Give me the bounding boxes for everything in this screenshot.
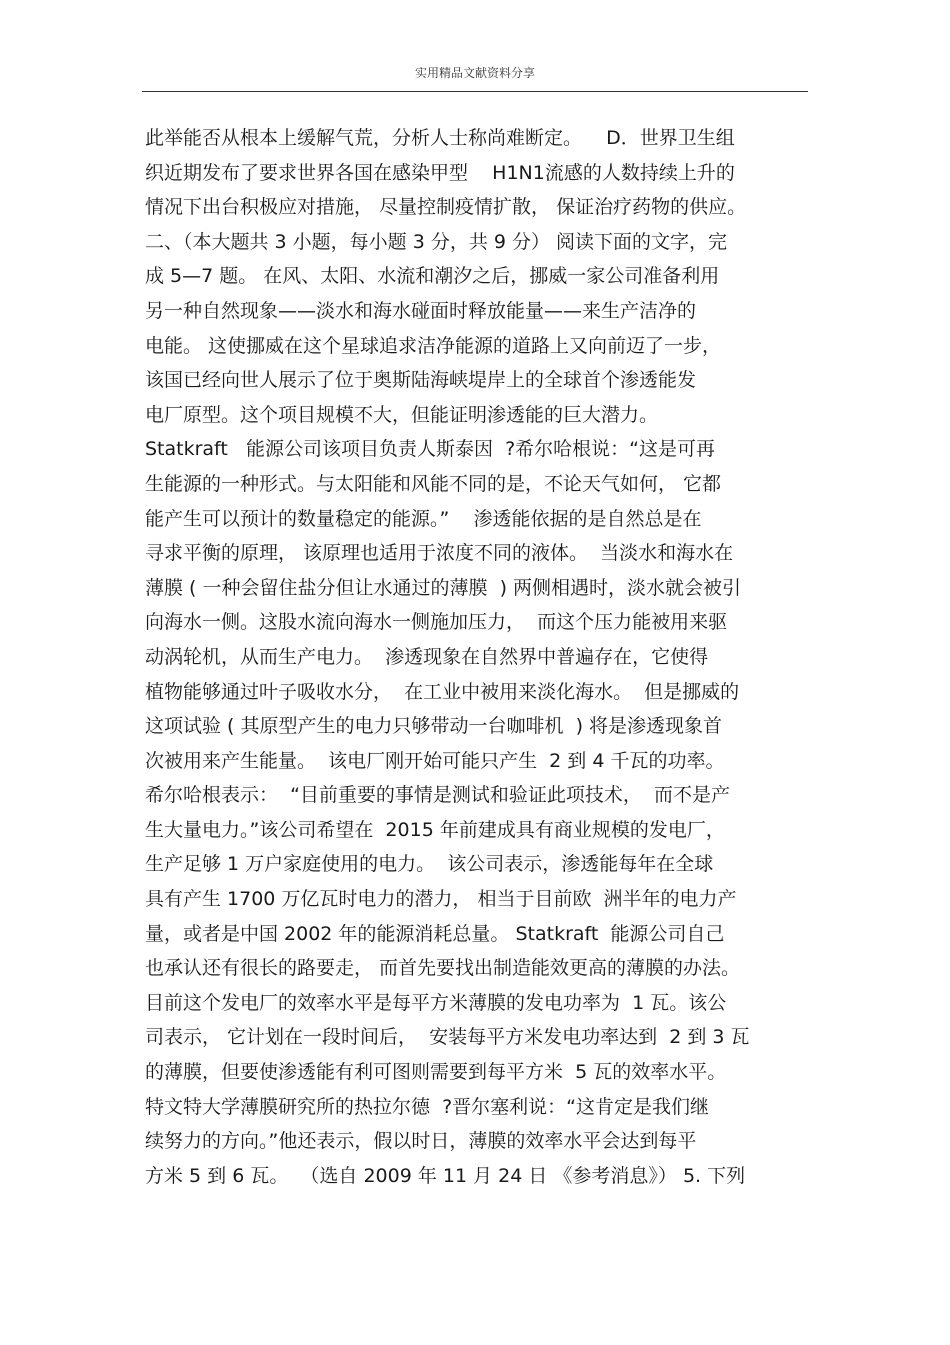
text-line: 生产足够 1 万户家庭使用的电力。 该公司表示，渗透能每年在全球 (145, 853, 714, 876)
text-line: 这项试验 ( 其原型产生的电力只够带动一台咖啡机 ) 将是渗透现象首 (145, 715, 723, 738)
text-line: 司表示， 它计划在一段时间后， 安装每平方米发电功率达到 2 到 3 瓦 (145, 1026, 750, 1049)
body-text (145, 121, 810, 1193)
text-line: 动涡轮机，从而生产电力。 渗透现象在自然界中普遍存在，它使得 (145, 645, 709, 668)
text-line: 二、（本大题共 3 小题，每小题 3 分，共 9 分） 阅读下面的文字，完 (145, 230, 728, 253)
text-line: 目前这个发电厂的效率水平是每平方米薄膜的发电功率为 1 瓦。该公 (145, 991, 727, 1014)
text-line: 续努力的方向。”他还表示，假以时日，薄膜的效率水平会达到每平 (145, 1130, 697, 1153)
page-header: 实用精品文献资料分享 (414, 66, 535, 80)
text-line: 另一种自然现象——淡水和海水碰面时释放能量——来生产洁净的 (145, 299, 697, 322)
text-line: 的薄膜，但要使渗透能有利可图则需要到每平方米 5 瓦的效率水平。 (145, 1061, 727, 1084)
header-divider (142, 91, 808, 92)
text-line: 生大量电力。”该公司希望在 2015 年前建成具有商业规模的发电厂， (145, 818, 725, 841)
text-line: Statkraft 能源公司该项目负责人斯泰因 ?希尔哈根说：“这是可再 (145, 438, 715, 461)
text-line: 情况下出台积极应对措施， 尽量控制疫情扩散， 保证治疗药物的供应。 (145, 196, 747, 219)
text-line: 方米 5 到 6 瓦。 （选自 2009 年 11 月 24 日 《参考消息》） 5. 下列 (145, 1164, 746, 1187)
text-line: 希尔哈根表示： “目前重要的事情是测试和验证此项技术， 而不是产 (145, 784, 731, 807)
text-line: 次被用来产生能量。 该电厂刚开始可能只产生 2 到 4 千瓦的功率。 (145, 749, 725, 772)
text-line: 向海水一侧。这股水流向海水一侧施加压力， 而这个压力能被用来驱 (145, 611, 728, 634)
text-line: 电能。 这使挪威在这个星球追求洁净能源的道路上又向前迈了一步， (145, 334, 722, 357)
text-line: 该国已经向世人展示了位于奥斯陆海峡堤岸上的全球首个渗透能发 (145, 369, 697, 392)
text-line: 量，或者是中国 2002 年的能源消耗总量。 Statkraft 能源公司自己 (145, 922, 725, 945)
text-line: 植物能够通过叶子吸收水分， 在工业中被用来淡化海水。 但是挪威的 (145, 680, 740, 703)
text-line: 薄膜 ( 一种会留住盐分但让水通过的薄膜 ) 两侧相遇时，淡水就会被引 (145, 576, 742, 599)
text-line: 具有产生 1700 万亿瓦时电力的潜力， 相当于目前欧 洲半年的电力产 (145, 888, 737, 911)
text-line: 电厂原型。这个项目规模不大，但能证明渗透能的巨大潜力。 (145, 403, 659, 426)
text-line: 成 5—7 题。 在风、太阳、水流和潮汐之后，挪威一家公司准备利用 (145, 265, 720, 288)
text-line: 织近期发布了要求世界各国在感染甲型 H1N1流感的人数持续上升的 (145, 161, 735, 184)
text-line: 能产生可以预计的数量稳定的能源。” 渗透能依据的是自然总是在 (145, 507, 702, 530)
text-line: 特文特大学薄膜研究所的热拉尔德 ?晋尔塞利说：“这肯定是我们继 (145, 1095, 710, 1118)
text-line: 寻求平衡的原理， 该原理也适用于浓度不同的液体。 当淡水和海水在 (145, 542, 734, 565)
text-line: 也承认还有很长的路要走， 而首先要找出制造能效更高的薄膜的办法。 (145, 957, 741, 980)
text-line: 此举能否从根本上缓解气荒，分析人士称尚难断定。 D．世界卫生组 (145, 127, 735, 149)
text-line: 生能源的一种形式。与太阳能和风能不同的是，不论天气如何， 它都 (145, 472, 722, 495)
